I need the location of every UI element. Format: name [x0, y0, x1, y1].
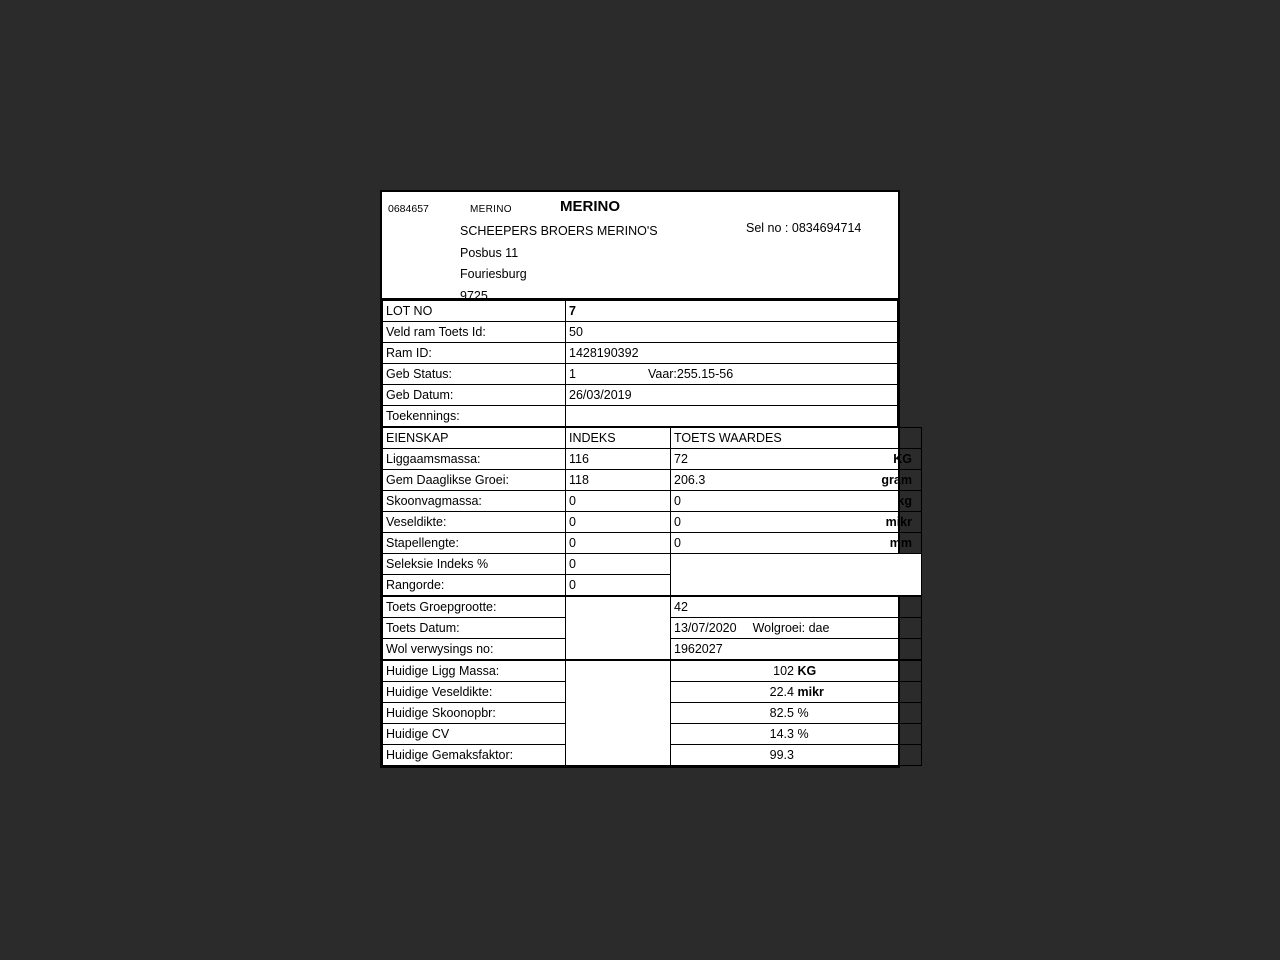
table-row [383, 597, 922, 618]
test-info-table [382, 596, 922, 660]
trait-label: Veseldikte: [383, 512, 566, 533]
trait-label: Skoonvagmassa: [383, 491, 566, 512]
traits-header-label: EIENSKAP [383, 428, 566, 449]
row-value: 26/03/2019 [566, 385, 898, 406]
trait-unit: kg [897, 494, 912, 508]
trait-value-cell [671, 533, 922, 554]
test-value: 42 [671, 597, 922, 618]
trait-value-empty [671, 554, 922, 596]
cell-number: Sel no : 0834694714 [746, 221, 862, 235]
current-value-cell [671, 724, 922, 745]
table-row [383, 364, 898, 385]
row-label: Geb Datum: [383, 385, 566, 406]
breed-label-small: MERINO [470, 204, 512, 215]
test-label: Wol verwysings no: [383, 639, 566, 660]
info-table [382, 300, 898, 427]
owner-address-block [460, 221, 658, 307]
trait-label: Seleksie Indeks % [383, 554, 566, 575]
current-index-empty [566, 661, 671, 766]
sire-reference: Vaar:255.15-56 [647, 367, 734, 381]
trait-value-cell [671, 449, 922, 470]
current-value: 14.3 [769, 727, 794, 741]
owner-name: SCHEEPERS BROERS MERINO'S [460, 224, 658, 238]
trait-label: Gem Daaglikse Groei: [383, 470, 566, 491]
animal-number: 0684657 [388, 203, 429, 215]
trait-index: 118 [566, 470, 671, 491]
traits-header-index: INDEKS [566, 428, 671, 449]
row-label: LOT NO [383, 301, 566, 322]
test-label: Toets Groepgrootte: [383, 597, 566, 618]
trait-index: 0 [566, 575, 671, 596]
trait-value-cell [671, 470, 922, 491]
trait-label: Liggaamsmassa: [383, 449, 566, 470]
traits-table [382, 427, 922, 596]
current-unit: KG [797, 664, 817, 678]
table-row [383, 533, 922, 554]
card-header [382, 192, 898, 303]
current-value-cell [671, 745, 922, 766]
trait-value-cell [671, 512, 922, 533]
trait-index: 0 [566, 491, 671, 512]
table-row [383, 449, 922, 470]
current-label: Huidige Gemaksfaktor: [383, 745, 566, 766]
breed-label-large: MERINO [560, 198, 620, 215]
row-label: Geb Status: [383, 364, 566, 385]
trait-unit: KG [893, 452, 912, 466]
current-label: Huidige Ligg Massa: [383, 661, 566, 682]
table-row [383, 322, 898, 343]
table-row [383, 491, 922, 512]
test-date-value: 13/07/2020 [674, 621, 737, 635]
row-label: Toekennings: [383, 406, 566, 427]
current-value: 82.5 [769, 706, 794, 720]
current-value-cell [671, 682, 922, 703]
current-value: 102 [773, 664, 794, 678]
trait-index: 0 [566, 554, 671, 575]
table-row [383, 343, 898, 364]
birth-status-value: 1 [569, 367, 576, 381]
address-line-2: Fouriesburg [460, 267, 527, 281]
current-measurements-table [382, 660, 922, 766]
test-index-empty [566, 597, 671, 660]
table-row [383, 470, 922, 491]
row-value-with-extra [566, 364, 898, 385]
current-value: 22.4 [769, 685, 794, 699]
test-label: Toets Datum: [383, 618, 566, 639]
trait-index: 0 [566, 512, 671, 533]
current-value-cell [671, 703, 922, 724]
trait-value: 0 [674, 515, 681, 529]
row-label: Veld ram Toets Id: [383, 322, 566, 343]
test-value: 1962027 [671, 639, 922, 660]
trait-label: Stapellengte: [383, 533, 566, 554]
row-value: 1428190392 [566, 343, 898, 364]
postal-code: 9725 [460, 288, 488, 303]
current-value: 99.3 [769, 748, 794, 762]
current-value-cell [671, 661, 922, 682]
trait-value: 0 [674, 536, 681, 550]
table-row [383, 385, 898, 406]
address-line-1: Posbus 11 [460, 245, 519, 260]
trait-value-cell [671, 491, 922, 512]
current-unit: % [797, 706, 809, 720]
ram-record-card [380, 190, 912, 768]
traits-header-row [383, 428, 922, 449]
trait-index: 0 [566, 533, 671, 554]
trait-value: 0 [674, 494, 681, 508]
current-label: Huidige Skoonopbr: [383, 703, 566, 724]
current-unit: mikr [797, 685, 824, 699]
trait-label: Rangorde: [383, 575, 566, 596]
current-label: Huidige CV [383, 724, 566, 745]
test-value-cell [671, 618, 922, 639]
trait-unit: mm [889, 536, 912, 550]
wool-growth-days-label: Wolgroei: dae [752, 621, 830, 635]
row-value [566, 406, 898, 427]
table-row [383, 554, 922, 575]
row-label: Ram ID: [383, 343, 566, 364]
current-unit: % [797, 727, 809, 741]
trait-value: 206.3 [674, 473, 706, 487]
trait-value: 72 [674, 452, 688, 466]
trait-unit: mikr [885, 515, 912, 529]
current-label: Huidige Veseldikte: [383, 682, 566, 703]
row-value: 50 [566, 322, 898, 343]
table-row [383, 512, 922, 533]
table-row [383, 661, 922, 682]
trait-unit: gram [881, 473, 912, 487]
traits-header-values: TOETS WAARDES [671, 428, 922, 449]
table-row [383, 406, 898, 427]
trait-index: 116 [566, 449, 671, 470]
row-value: 7 [566, 301, 898, 322]
